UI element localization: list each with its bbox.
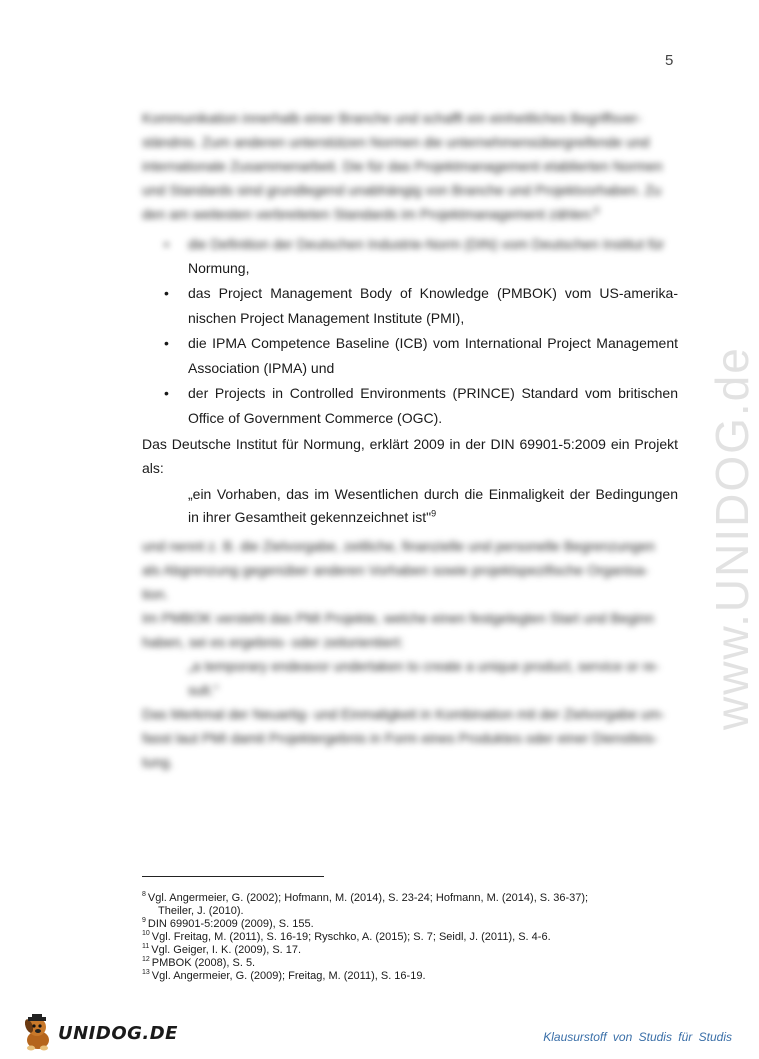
blurred-line: Kommunikation innerhalb einer Branche und schafft ein einheitliches Begriffsver- (142, 110, 642, 126)
standards-list (160, 256, 678, 431)
blurred-line: ständnis. Zum anderen unterstützen Normen die unternehmensübergreifende und (142, 134, 650, 150)
blurred-line: fasst laut PMI damit Projektergebnis in Form eines Produktes oder einer Dienstleis- (142, 730, 658, 746)
blurred-line: sult." (188, 682, 219, 698)
footnote-item: $^{13}$ Vgl. Angermeier, G. (2009); Freitag, M. (2011), S. 16-19. (142, 969, 426, 982)
footnote-item: $^8$ Vgl. Angermeier, G. (2002); Hofmann, M. (2014), S. 23-24; Hofmann, M. (2014), S. 36-37); (142, 891, 589, 904)
dog-icon (20, 1014, 56, 1052)
list-item: • die IPMA Competence Baseline (ICB) vom International Project Management Association (IPMA) und (160, 331, 678, 381)
blurred-line: den am weitesten verbreiteten Standards im Projektmanagement zählen:$^8$ (142, 205, 600, 222)
list-item: Normung, (188, 260, 250, 276)
blurred-line: „a temporary endeavor undertaken to create a unique product, service or re- (188, 658, 660, 674)
din-sentence: Das Deutsche Institut für Normung, erklärt 2009 in der DIN 69901-5:2009 ein Projekt als: (142, 436, 678, 476)
list-item: • der Projects in Controlled Environments (PRINCE) Standard vom britischen Office of Government Commerce (OGC). (160, 381, 678, 431)
footnote-item: $^9$ DIN 69901-5:2009 (2009), S. 155. (142, 917, 314, 930)
bullet-dot: • (164, 236, 169, 252)
footnote-item: $^{11}$ Vgl. Geiger, I. K. (2009), S. 17. (142, 943, 302, 956)
blurred-line: und Standards sind grundlegend unabhängig von Branche und Projektvorhaben. Zu (142, 182, 662, 198)
blurred-line: und nennt z. B. die Zielvorgabe, zeitliche, finanzielle und personelle Begrenzungen (142, 538, 655, 554)
blurred-line: als Abgrenzung gegenüber anderen Vorhaben sowie projektspezifische Organisa- (142, 562, 649, 578)
footer-slogan: Klausurstoff von Studis für Studis (543, 1030, 732, 1044)
footnote-item: $^{12}$ PMBOK (2008), S. 5. (142, 956, 256, 969)
logo-text: UNIDOG.DE (58, 1022, 178, 1044)
blurred-line: internationale Zusammenarbeit. Die für das Projektmanagement etablierten Normen (142, 158, 663, 174)
blurred-line: haben, sei es ergebnis- oder zeitorientiert: (142, 634, 404, 650)
blurred-bullet-line: die Definition der Deutschen Industrie-Norm (DIN) vom Deutschen Institut für (188, 236, 665, 252)
footnotes (142, 892, 682, 983)
list-item: • das Project Management Body of Knowledge (PMBOK) vom US-amerika-nischen Project Management Institute (PMI), (160, 281, 678, 331)
unidog-logo[interactable] (20, 1013, 178, 1053)
footnote-item: $^{10}$ Vgl. Freitag, M. (2011), S. 16-19; Ryschko, A. (2015); S. 7; Seidl, J. (2011), S. 4-6. (142, 930, 551, 943)
din-quote: „ein Vorhaben, das im Wesentlichen durch die Einmaligkeit der Bedingungen in ihrer Gesamtheit gekennzeichnet ist"$^9$ (188, 486, 678, 525)
blurred-line: Das Merkmal der Neuartig- und Einmaligkeit in Kombination mit der Zielvorgabe um- (142, 706, 665, 722)
blurred-line: tion. (142, 586, 169, 602)
blurred-after-paragraph (142, 534, 678, 774)
blurred-line: tung. (142, 754, 174, 770)
footnote-divider (142, 876, 324, 877)
blurred-line: Im PMBOK versteht das PMI Projekte, welche einen festgelegten Start und Beginn (142, 610, 655, 626)
watermark: www.UNIDOG.de (706, 346, 758, 730)
footnote-continuation: Theiler, J. (2010). (158, 905, 244, 917)
page-number: 5 (665, 52, 674, 69)
blurred-intro-paragraph (142, 106, 678, 226)
